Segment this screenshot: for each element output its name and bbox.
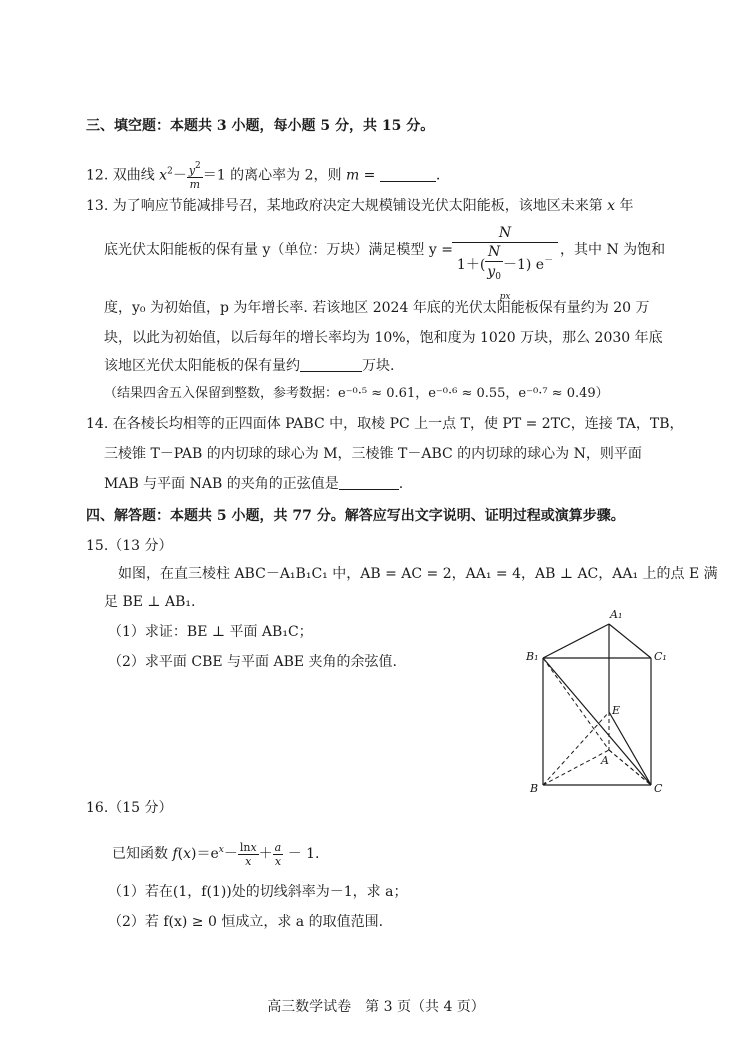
q13-frac-numerator: N — [498, 225, 512, 241]
q15-heading: 15.（13 分） — [86, 538, 173, 554]
edge-b1a1 — [543, 624, 609, 658]
q13-text-2c: ，其中 N 为饱和 — [560, 242, 666, 258]
q13-text-2b: y（单位：万块）满足模型 — [262, 242, 425, 258]
edge-b1c — [543, 658, 651, 785]
q13-model-fraction: N 1＋( $\frac{N}{y_0}$ －1) $e^{-px}$ — [452, 224, 558, 311]
q12-lead: 双曲线 — [112, 167, 155, 184]
q13-answer-blank[interactable] — [300, 357, 362, 372]
q15-part2: （2）求平面 CBE 与平面 ABE 夹角的余弦值. — [108, 654, 397, 670]
q14-text-3b: . — [398, 476, 404, 492]
label-b1: B₁ — [526, 650, 539, 663]
q14-answer-blank[interactable] — [339, 475, 399, 490]
q13-model-y: y = — [428, 242, 453, 258]
q12-after: 的离心率为 2，则 — [230, 167, 342, 184]
q14-line3 — [104, 474, 403, 494]
q13-line2-end — [560, 240, 665, 260]
q13-text-5a: 该地区光伏太阳能板的保有量约 — [104, 358, 300, 374]
edge-ac-2 — [609, 750, 651, 785]
q14-text-3a: MAB 与平面 NAB 的夹角的正弦值是 — [104, 476, 339, 492]
q13-note: （结果四舍五入保留到整数，参考数据：e⁻⁰·⁵ ≈ 0.61，e⁻⁰·⁶ ≈ 0.55，e⁻⁰·⁷ ≈ 0.49） — [104, 386, 609, 401]
q13-text-5b: 万块. — [362, 358, 395, 374]
q16-part1: （1）若在(1，f(1))处的切线斜率为－1，求 a； — [108, 884, 408, 900]
q13-text-1: 为了响应节能减排号召，某地政府决定大规模铺设光伏太阳能板，该地区未来第 — [112, 198, 603, 214]
q13-number: 13. — [86, 198, 109, 214]
q15-line2: 足 BE ⊥ AB₁. — [104, 594, 196, 610]
label-b: B — [530, 782, 539, 795]
q14-line1 — [86, 414, 684, 434]
q14-line2: 三棱锥 T－PAB 的内切球的球心为 M，三棱锥 T－ABC 的内切球的球心为 N，则平面 — [104, 446, 642, 462]
q13-line3: 度，y₀ 为初始值，p 为年增长率. 若该地区 2024 年底的光伏太阳能板保有量约为 20 万 — [104, 300, 650, 316]
q13-line2 — [104, 240, 453, 260]
edge-ba — [543, 750, 609, 785]
q13-var-x: x — [607, 198, 616, 214]
section-4-heading: 四、解答题：本题共 5 小题，共 77 分。解答应写出文字说明、证明过程或演算步骤。 — [86, 508, 625, 524]
q15-line1: 如图，在直三棱柱 ABC－A₁B₁C₁ 中，AB = AC = 2，AA₁ = 4，AB ⊥ AC，AA₁ 上的点 E 满 — [118, 566, 718, 582]
q12-end: . — [435, 167, 441, 184]
q16-heading: 16.（15 分） — [86, 800, 173, 816]
label-c: C — [654, 782, 663, 795]
q13-line5 — [104, 356, 394, 376]
q13-line1 — [86, 196, 634, 216]
q12-number: 12. — [86, 167, 109, 184]
edge-b1a — [543, 658, 609, 750]
q12-answer-blank[interactable] — [380, 167, 436, 182]
label-a: A — [601, 754, 609, 767]
q13-text-2a: 底光伏太阳能板的保有量 — [104, 242, 258, 258]
page-footer: 高三数学试卷 第 3 页（共 4 页） — [267, 999, 485, 1015]
prism-figure — [520, 600, 680, 800]
edge-a1c1 — [609, 624, 651, 658]
q16-part2: （2）若 f(x) ≥ 0 恒成立，求 a 的取值范围. — [108, 914, 384, 930]
section-3-heading: 三、填空题：本题共 3 小题，每小题 5 分，共 15 分。 — [86, 118, 435, 134]
q14-number: 14. — [86, 416, 109, 432]
q12-var-m: m — [345, 167, 360, 184]
edge-be — [543, 712, 609, 785]
edge-ec — [609, 712, 651, 785]
q12-eq: = — [363, 167, 376, 184]
q16-line1: 已知函数 $f(x)=e^x-$ $\frac{\ln x}{x}$ ＋ $\frac{a}{x}$ － 1. — [112, 840, 320, 868]
label-e: E — [612, 704, 621, 717]
question-12: 12. 双曲线 $x^2-$ $\frac{y^2}{m}$ ＝1 的离心率为 2，则 m = . — [86, 161, 441, 191]
label-c1: C₁ — [654, 650, 667, 663]
q16-text-1b: － 1. — [287, 846, 320, 862]
q15-part1: （1）求证：BE ⊥ 平面 AB₁C； — [108, 624, 313, 640]
q12-fraction: $\frac{y^2}{m}$ — [188, 161, 201, 191]
q13-line4: 块，以此为初始值，以后每年的增长率均为 10%，饱和度为 1020 万块，那么 2030 年底 — [104, 330, 663, 346]
q13-text-1-end: 年 — [619, 198, 634, 214]
label-a1: A₁ — [610, 608, 623, 621]
q16-text-1a: 已知函数 — [112, 846, 168, 862]
q14-text-1: 在各棱长均相等的正四面体 PABC 中，取棱 PC 上一点 T，使 PT = 2TC，连接 TA，TB， — [112, 416, 684, 432]
